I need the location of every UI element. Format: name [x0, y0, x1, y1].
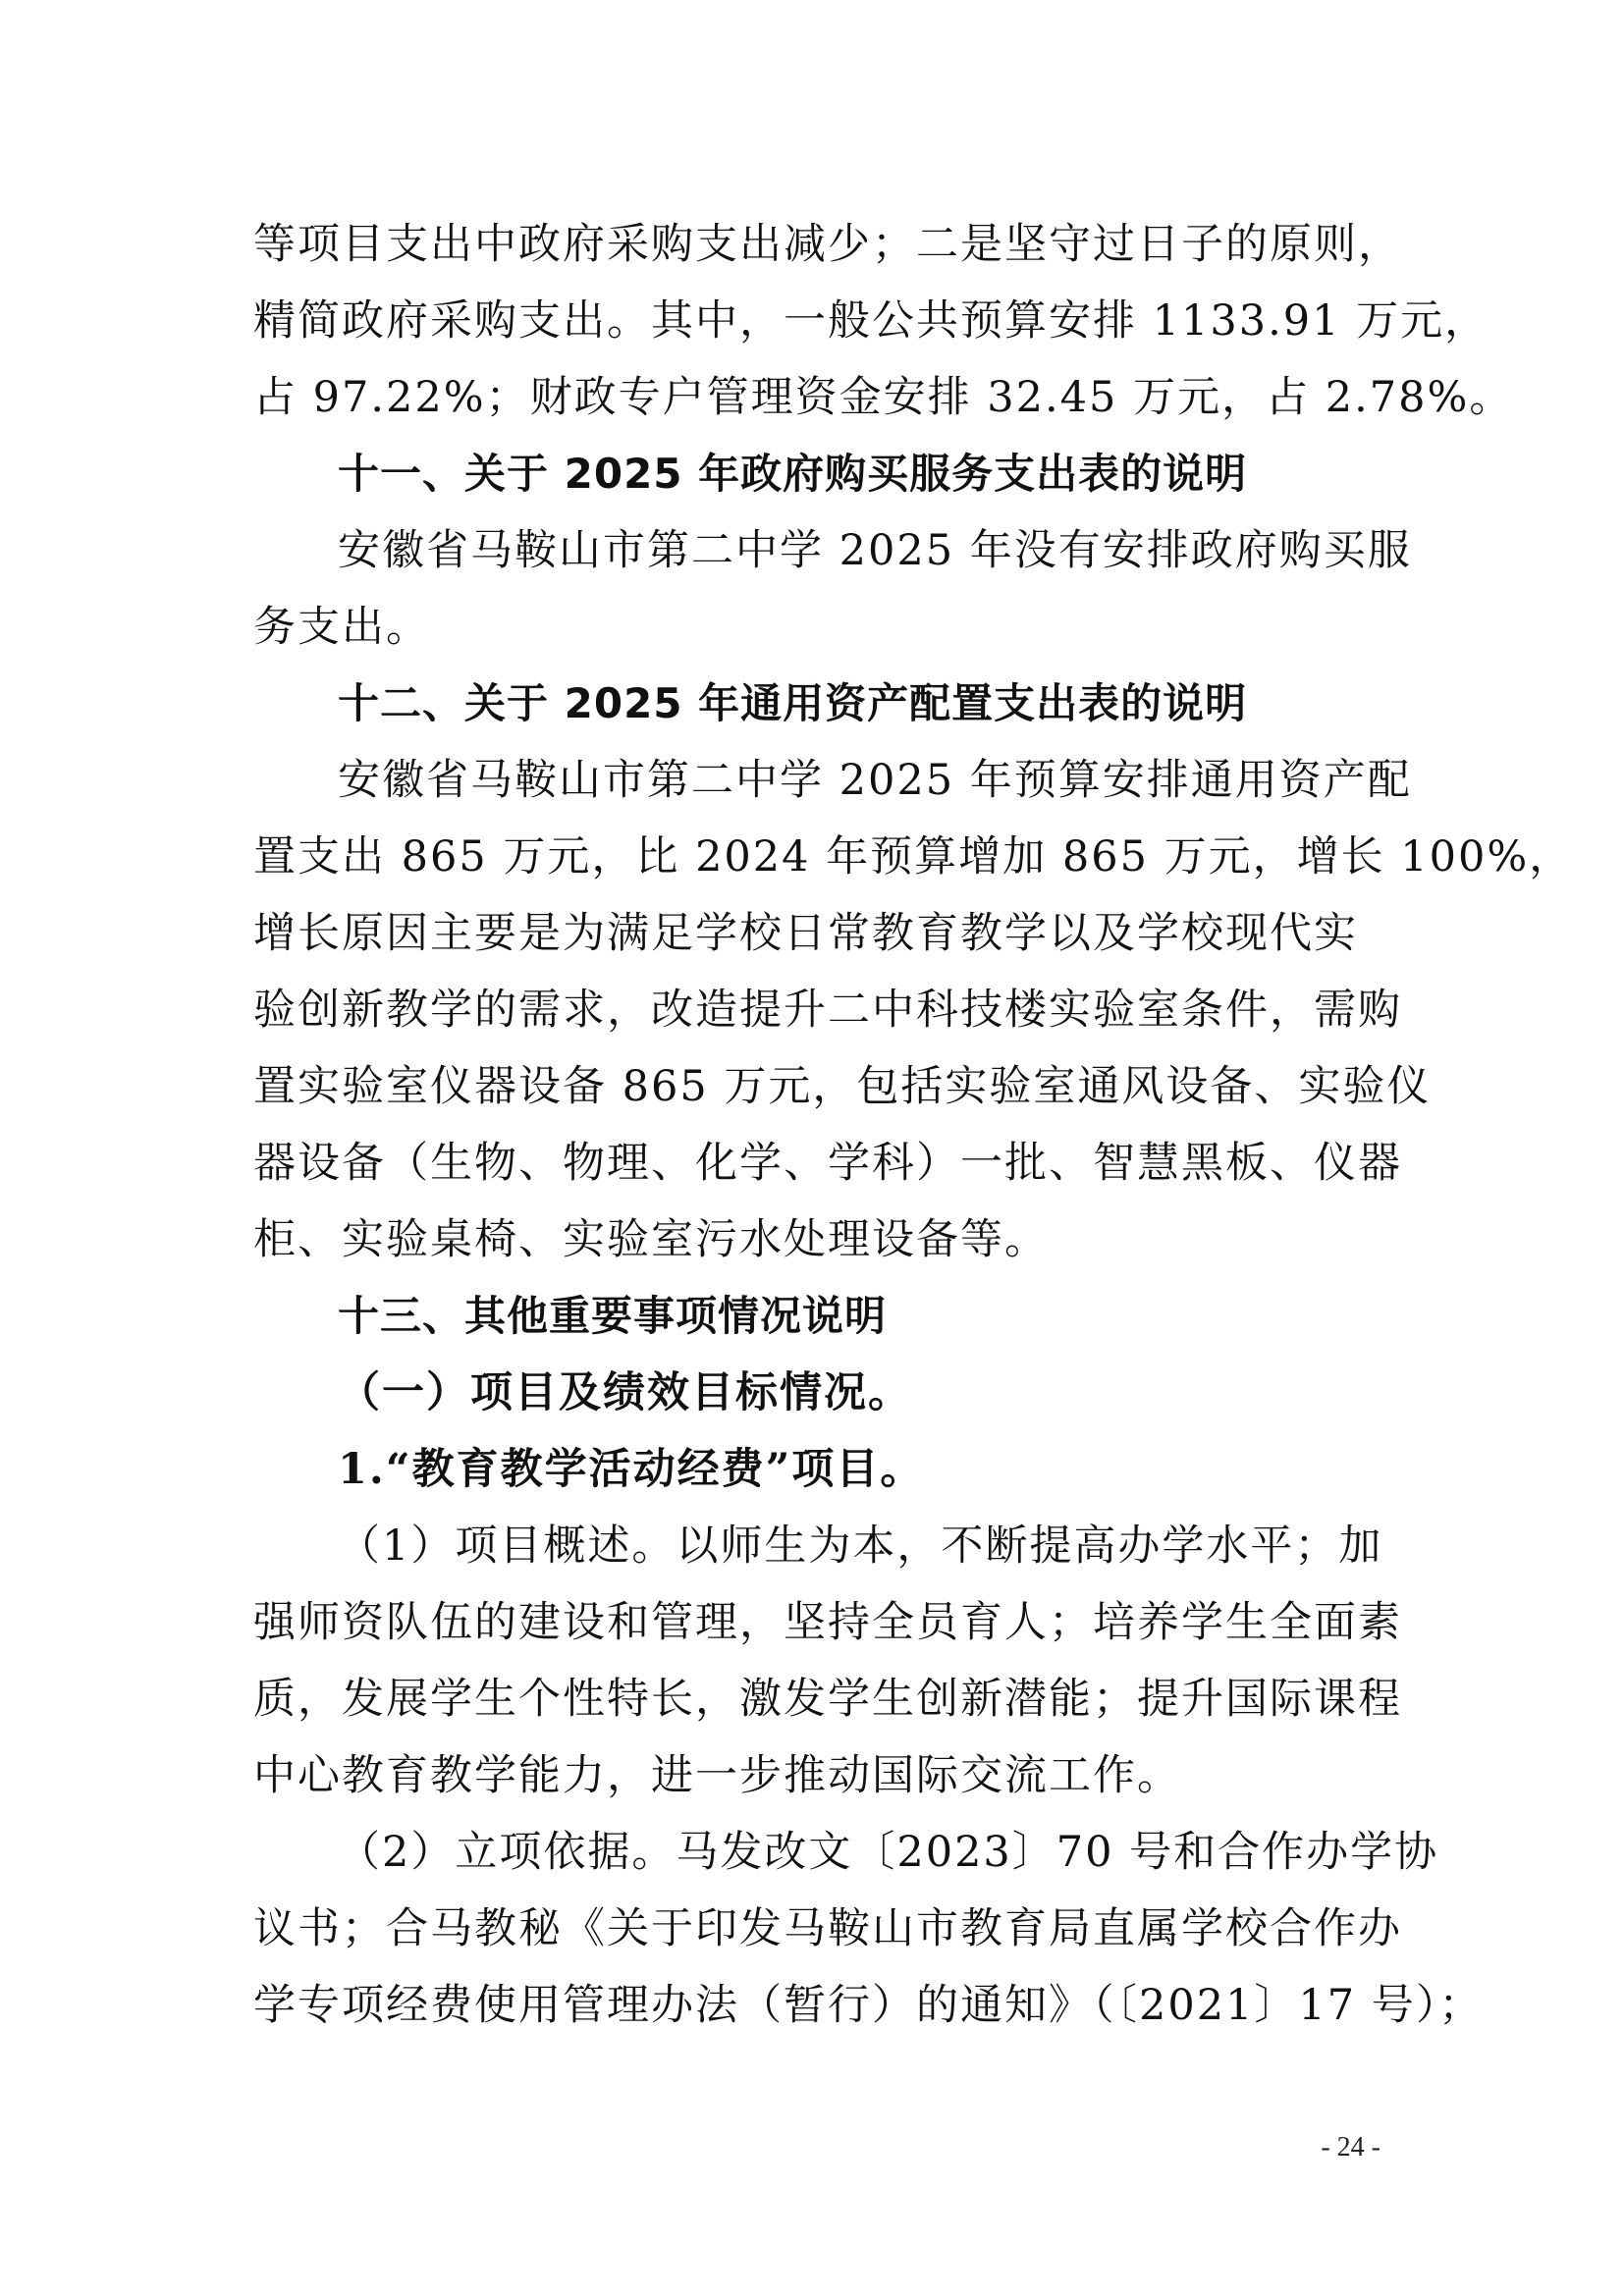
- paragraph-line: 安徽省马鞍山市第二中学 2025 年没有安排政府购买服: [338, 526, 1412, 575]
- page-number: - 24 -: [1321, 2132, 1380, 2163]
- paragraph-line: 等项目支出中政府采购支出减少；二是坚守过日子的原则，: [253, 220, 1402, 269]
- paragraph-line: （1）项目概述。以师生为本，不断提高办学水平；加: [338, 1522, 1383, 1571]
- section-heading-11: 十一、关于 2025 年政府购买服务支出表的说明: [338, 450, 1248, 498]
- paragraph-line: 置支出 865 万元，比 2024 年预算增加 865 万元，增长 100%，: [253, 832, 1574, 881]
- section-heading-12: 十二、关于 2025 年通用资产配置支出表的说明: [338, 679, 1248, 727]
- paragraph-line: 强师资队伍的建设和管理，坚持全员育人；培养学生全面素: [253, 1598, 1402, 1647]
- paragraph-line: 精简政府采购支出。其中，一般公共预算安排 1133.91 万元，: [253, 296, 1489, 346]
- paragraph-line: 中心教育教学能力，进一步推动国际交流工作。: [253, 1751, 1181, 1800]
- paragraph-line: 柜、实验桌椅、实验室污水处理设备等。: [253, 1215, 1049, 1264]
- paragraph-line: 务支出。: [253, 603, 430, 652]
- section-heading-13: 十三、其他重要事项情况说明: [338, 1292, 888, 1340]
- paragraph-line: 质，发展学生个性特长，激发学生创新潜能；提升国际课程: [253, 1675, 1402, 1724]
- paragraph-line: 置实验室仪器设备 865 万元，包括实验室通风设备、实验仪: [253, 1062, 1432, 1111]
- paragraph-line: 验创新教学的需求，改造提升二中科技楼实验室条件，需购: [253, 986, 1402, 1035]
- paragraph-line: 安徽省马鞍山市第二中学 2025 年预算安排通用资产配: [338, 756, 1412, 805]
- document-body: [253, 206, 1574, 2044]
- paragraph-line: 增长原因主要是为满足学校日常教育教学以及学校现代实: [253, 909, 1358, 958]
- paragraph-line: 器设备（生物、物理、化学、学科）一批、智慧黑板、仪器: [253, 1139, 1402, 1188]
- paragraph-line: 议书；合马教秘《关于印发马鞍山市教育局直属学校合作办: [253, 1904, 1402, 1953]
- paragraph-line: 占 97.22%；财政专户管理资金安排 32.45 万元，占 2.78%。: [253, 373, 1514, 422]
- subsection-heading: （一）项目及绩效目标情况。: [338, 1368, 912, 1417]
- paragraph-line: （2）立项依据。马发改文〔2023〕70 号和合作办学协: [338, 1828, 1439, 1877]
- paragraph-line: 学专项经费使用管理办法（暂行）的通知》（〔2021〕17 号）；: [253, 1981, 1484, 2030]
- project-heading: 1.“教育教学活动经费”项目。: [338, 1445, 925, 1494]
